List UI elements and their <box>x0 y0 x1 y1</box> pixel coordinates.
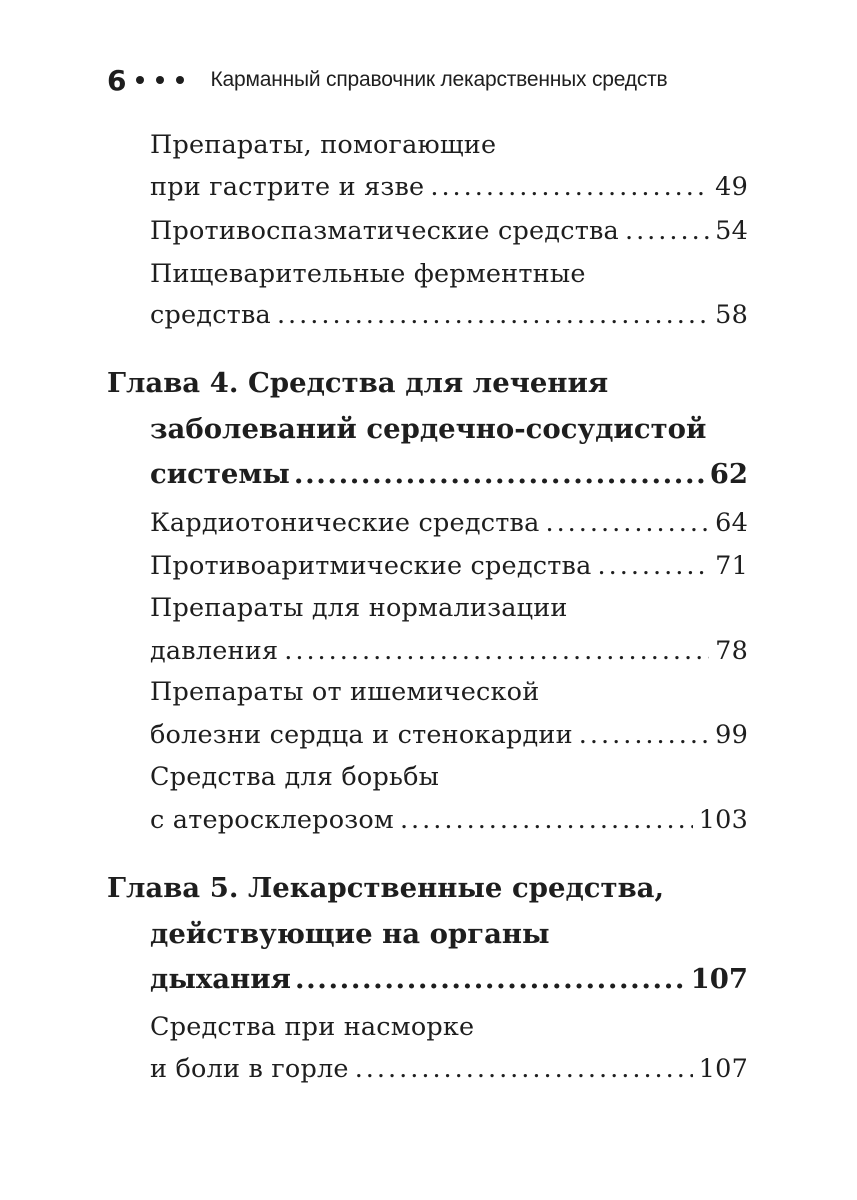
toc-page-number: 58 <box>715 300 748 330</box>
chapter-title-text: Глава 5. Лекарственные средства, <box>107 872 665 904</box>
chapter-entry-line[interactable] <box>150 458 748 490</box>
toc-entry-line[interactable] <box>150 300 748 330</box>
chapter-heading-line <box>150 413 748 445</box>
dot-leader <box>295 963 687 995</box>
toc-entry-line[interactable] <box>150 1054 748 1084</box>
toc-entry-line[interactable] <box>150 216 748 246</box>
chapter-heading-line <box>107 367 748 399</box>
toc-page-number: 99 <box>715 720 748 750</box>
toc-page-number: 107 <box>698 1054 748 1084</box>
toc-page-number: 64 <box>715 508 748 538</box>
toc-entry-line[interactable] <box>150 636 748 666</box>
toc-entry-text: Кардиотонические средства <box>150 508 540 538</box>
chapter-title-text: Глава 4. Средства для лечения <box>107 367 609 399</box>
dot-leader <box>284 636 709 666</box>
toc-entry-text: с атеросклерозом <box>150 805 394 835</box>
toc-entry-title-line <box>150 259 748 289</box>
toc-entry-text: Противоаритмические средства <box>150 551 592 581</box>
toc-page-number: 78 <box>715 636 748 666</box>
chapter-title-text: дыхания <box>150 963 291 995</box>
chapter-heading-line <box>150 918 748 950</box>
toc-entry-text: Препараты, помогающие <box>150 130 497 160</box>
toc-entry-title-line <box>150 1012 748 1042</box>
toc-entry-text: и боли в горле <box>150 1054 349 1084</box>
toc-entry-line[interactable] <box>150 172 748 202</box>
toc-entry-line[interactable] <box>150 551 748 581</box>
dot-leader <box>545 508 709 538</box>
toc-page-number: 107 <box>690 963 748 995</box>
toc-page-number: 71 <box>715 551 748 581</box>
dot-leader <box>625 216 709 246</box>
dot-leader <box>579 720 709 750</box>
toc-entry-text: Препараты для нормализации <box>150 593 568 623</box>
toc-entry-title-line <box>150 762 748 792</box>
toc-entry-line[interactable] <box>150 720 748 750</box>
dot-leader <box>277 300 709 330</box>
toc-entry-line[interactable] <box>150 805 748 835</box>
chapter-title-text: действующие на органы <box>150 918 550 950</box>
chapter-title-text: заболеваний сердечно-сосудистой <box>150 413 707 445</box>
toc-entry-title-line <box>150 130 748 160</box>
dot-leader <box>294 458 706 490</box>
header-dots-ornament <box>136 76 196 84</box>
dot-leader <box>400 805 693 835</box>
toc-entry-text: Пищеварительные ферментные <box>150 259 586 289</box>
toc-entry-text: при гастрите и язве <box>150 172 425 202</box>
toc-entry-text: Средства при насморке <box>150 1012 475 1042</box>
toc-entry-text: болезни сердца и стенокардии <box>150 720 573 750</box>
toc-entry-text: Средства для борьбы <box>150 762 440 792</box>
toc-entry-text: Противоспазматические средства <box>150 216 619 246</box>
toc-entry-title-line <box>150 593 748 623</box>
toc-entry-text: средства <box>150 300 271 330</box>
dot-leader <box>430 172 709 202</box>
page-number: 6 <box>107 63 127 97</box>
dot-leader <box>355 1054 693 1084</box>
toc-entry-text: давления <box>150 636 279 666</box>
dot-leader <box>598 551 710 581</box>
toc-entry-line[interactable] <box>150 508 748 538</box>
toc-page-number: 54 <box>715 216 748 246</box>
toc-entry-text: Препараты от ишемической <box>150 677 540 707</box>
running-title: Карманный справочник лекарственных средств <box>210 68 668 91</box>
chapter-title-text: системы <box>150 458 290 490</box>
chapter-heading-line <box>107 872 748 904</box>
toc-page-number: 62 <box>709 458 748 490</box>
toc-entry-title-line <box>150 677 748 707</box>
chapter-entry-line[interactable] <box>150 963 748 995</box>
page-header <box>107 60 668 100</box>
toc-page-number: 103 <box>698 805 748 835</box>
toc-page-number: 49 <box>715 172 748 202</box>
